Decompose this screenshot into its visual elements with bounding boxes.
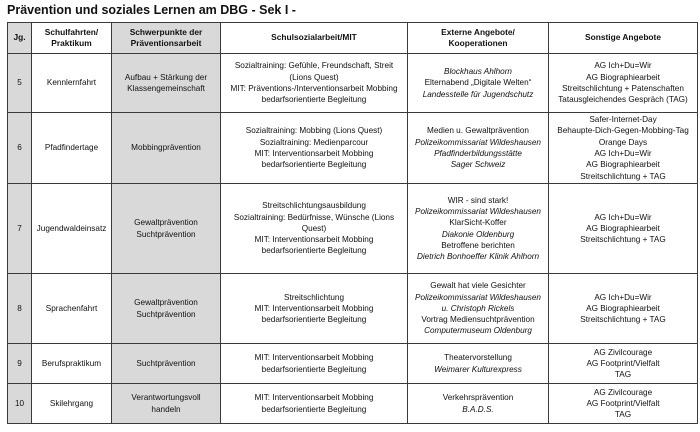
- cell-schulsozialarbeit: [221, 184, 408, 274]
- sonstige-line: AG Biographiearbeit: [586, 303, 660, 313]
- extern-line: Landesstelle für Jugendschutz: [422, 89, 534, 99]
- sonstige-line: AG Ich+Du=Wir: [594, 212, 652, 222]
- sozial-line: MIT: Interventionsarbeit Mobbing: [254, 303, 374, 313]
- extern-line: Verkehrsprävention: [442, 393, 514, 403]
- header-schwerpunkte: Schwerpunkte der Präventionsarbeit: [112, 23, 221, 54]
- cell-externe: [408, 344, 549, 384]
- sozial-line: Sozialtraining: Bedürfnisse, Wünsche (Lions: [233, 212, 395, 222]
- header-row: [8, 23, 698, 54]
- sonstige-line: TAG: [614, 410, 632, 420]
- cell-schulsozialarbeit: [221, 274, 408, 344]
- schwerpunkt-line: Verantwortungsvoll: [131, 393, 201, 403]
- sonstige-line: Streitschlichtung + Patenschaften: [562, 84, 684, 93]
- sozial-line: MIT: Interventionsarbeit Mobbing: [254, 393, 374, 403]
- sozial-line: Streitschlichtungsausbildung: [262, 201, 366, 211]
- schwerpunkt-line: Gewaltprävention: [134, 298, 198, 308]
- sozial-line: MIT: Präventions-/Interventionsarbeit Mobbing: [230, 84, 398, 93]
- cell-schulfahrt: Sprachenfahrt: [32, 274, 112, 344]
- sozial-line: MIT: Interventionsarbeit Mobbing: [254, 235, 374, 245]
- schwerpunkt-line: handeln: [151, 404, 181, 414]
- header-externe: Externe Angebote/ Kooperationen: [408, 23, 549, 54]
- sonstige-line: Streitschlichtung + TAG: [580, 235, 666, 245]
- cell-schwerpunkt: [112, 54, 221, 113]
- sonstige-line: Tatausgleichendes Gespräch (TAG): [558, 95, 688, 105]
- sonstige-line: AG Biographiearbeit: [586, 160, 660, 170]
- cell-sonstige: [549, 184, 698, 274]
- cell-schulfahrt: Skilehrgang: [32, 384, 112, 424]
- header-schulfahrten: Schulfahrten/ Praktikum: [32, 23, 112, 54]
- cell-externe: [408, 384, 549, 424]
- extern-line: WIR - sind stark!: [447, 195, 509, 205]
- sozial-line: Sozialtraining: Mobbing (Lions Quest): [245, 126, 383, 136]
- cell-schulfahrt: Pfadfindertage: [32, 113, 112, 184]
- cell-sonstige: [549, 274, 698, 344]
- header-schulsozialarbeit: Schulsozialarbeit/MIT: [221, 23, 408, 54]
- sozial-line: (Lions Quest): [289, 72, 339, 82]
- cell-schulfahrt: Berufspraktikum: [32, 344, 112, 384]
- cell-jg: 8: [8, 274, 32, 344]
- sozial-line: Quest): [301, 223, 327, 233]
- extern-line: Dietrich Bonhoeffer Klinik Ahlhorn: [416, 252, 540, 262]
- cell-sonstige: [549, 113, 698, 184]
- table-row: [8, 54, 698, 113]
- table-body: [8, 54, 698, 424]
- sonstige-line: AG Biographiearbeit: [586, 223, 660, 233]
- extern-line: KlarSicht-Koffer: [449, 218, 507, 228]
- cell-sonstige: [549, 344, 698, 384]
- cell-schwerpunkt: [112, 274, 221, 344]
- cell-schulsozialarbeit: [221, 113, 408, 184]
- schwerpunkt-line: Suchtprävention: [136, 229, 196, 239]
- cell-schulfahrt: Jugendwaldeinsatz: [32, 184, 112, 274]
- sozial-line: Sozialtraining: Gefühle, Freundschaft, Streit: [234, 61, 394, 71]
- cell-externe: [408, 113, 549, 184]
- sonstige-line: AG Footprint/Vielfalt: [586, 398, 660, 408]
- prevention-table: [7, 22, 698, 424]
- cell-schwerpunkt: [112, 184, 221, 274]
- sozial-line: MIT: Interventionsarbeit Mobbing: [254, 353, 374, 363]
- cell-jg: 6: [8, 113, 32, 184]
- sonstige-line: Streitschlichtung + TAG: [580, 171, 666, 181]
- cell-schulsozialarbeit: [221, 384, 408, 424]
- schwerpunkt-line: Mobbingprävention: [131, 143, 201, 153]
- extern-line: Polizeikommissariat Wildeshausen: [415, 137, 541, 147]
- cell-jg: 10: [8, 384, 32, 424]
- extern-line: B.A.D.S.: [462, 404, 494, 414]
- sonstige-line: AG Biographiearbeit: [586, 72, 660, 82]
- extern-line: Elternabend „Digitale Welten“: [424, 78, 532, 88]
- sonstige-line: AG Zivilcourage: [593, 387, 653, 397]
- extern-line: Sager Schweiz: [450, 160, 506, 170]
- cell-jg: 9: [8, 344, 32, 384]
- cell-schwerpunkt: [112, 344, 221, 384]
- page-title: Prävention und soziales Lernen am DBG - Sek I -: [7, 3, 296, 17]
- schwerpunkt-line: Suchtprävention: [136, 309, 196, 319]
- extern-line: Betroffene berichten: [441, 240, 515, 250]
- cell-externe: [408, 274, 549, 344]
- sonstige-line: AG Zivilcourage: [593, 347, 653, 357]
- sonstige-line: AG Footprint/Vielfalt: [586, 358, 660, 368]
- cell-jg: 5: [8, 54, 32, 113]
- schwerpunkt-line: Gewaltprävention: [134, 218, 198, 228]
- extern-line: Vortrag Mediensuchtprävention: [421, 315, 535, 325]
- cell-schulsozialarbeit: [221, 54, 408, 113]
- cell-sonstige: [549, 54, 698, 113]
- table-row: [8, 274, 698, 344]
- extern-line: Weimarer Kulturexpress: [434, 364, 522, 374]
- header-jg: Jg.: [8, 23, 32, 54]
- extern-line: Diakonie Oldenburg: [441, 229, 515, 239]
- sozial-line: Streitschlichtung: [283, 292, 345, 302]
- sonstige-line: TAG: [614, 370, 632, 380]
- sozial-line: bedarfsorientierte Begleitung: [261, 315, 367, 325]
- sozial-line: Sozialtraining: Medienparcour: [259, 137, 369, 147]
- sozial-line: bedarfsorientierte Begleitung: [261, 160, 367, 170]
- cell-jg: 7: [8, 184, 32, 274]
- extern-line: Blockhaus Ahlhorn: [444, 67, 512, 77]
- sozial-line: MIT: Interventionsarbeit Mobbing: [254, 149, 374, 158]
- sonstige-line: Streitschlichtung + TAG: [580, 315, 666, 325]
- table-row: [8, 113, 698, 184]
- extern-line: Medien u. Gewaltprävention: [427, 126, 529, 136]
- sonstige-line: Safer-Internet-Day: [589, 115, 657, 125]
- table-row: [8, 344, 698, 384]
- sozial-line: bedarfsorientierte Begleitung: [261, 364, 367, 374]
- sozial-line: bedarfsorientierte Begleitung: [261, 95, 367, 105]
- sonstige-line: AG Ich+Du=Wir: [594, 292, 652, 302]
- cell-schwerpunkt: [112, 384, 221, 424]
- extern-line: Polizeikommissariat Wildeshausen: [415, 206, 541, 216]
- sonstige-line: AG Ich+Du=Wir: [594, 61, 652, 71]
- header-sonstige: Sonstige Angebote: [549, 23, 698, 54]
- extern-line: Pfadfinderbildungsstätte: [434, 149, 522, 158]
- cell-sonstige: [549, 384, 698, 424]
- extern-line: Computermuseum Oldenburg: [424, 326, 532, 336]
- cell-schulfahrt: Kennlernfahrt: [32, 54, 112, 113]
- sozial-line: bedarfsorientierte Begleitung: [261, 246, 367, 256]
- cell-externe: [408, 54, 549, 113]
- schwerpunkt-line: Klassengemeinschaft: [127, 84, 205, 93]
- table-row: [8, 184, 698, 274]
- table-row: [8, 384, 698, 424]
- extern-line: Gewalt hat viele Gesichter: [430, 281, 526, 291]
- schwerpunkt-line: Aufbau + Stärkung der: [124, 72, 208, 82]
- sozial-line: bedarfsorientierte Begleitung: [261, 404, 367, 414]
- extern-line: Polizeikommissariat Wildeshausen: [415, 292, 541, 302]
- cell-schwerpunkt: [112, 113, 221, 184]
- sonstige-line: Behaupte-Dich-Gegen-Mobbing-Tag: [557, 126, 689, 136]
- cell-externe: [408, 184, 549, 274]
- sonstige-line: Orange Days: [598, 137, 648, 147]
- cell-schulsozialarbeit: [221, 344, 408, 384]
- schwerpunkt-line: Suchtprävention: [136, 358, 196, 368]
- extern-line: Theatervorstellung: [444, 353, 512, 363]
- extern-line: u. Christoph Rickels: [441, 303, 515, 313]
- sonstige-line: AG Ich+Du=Wir: [594, 149, 652, 158]
